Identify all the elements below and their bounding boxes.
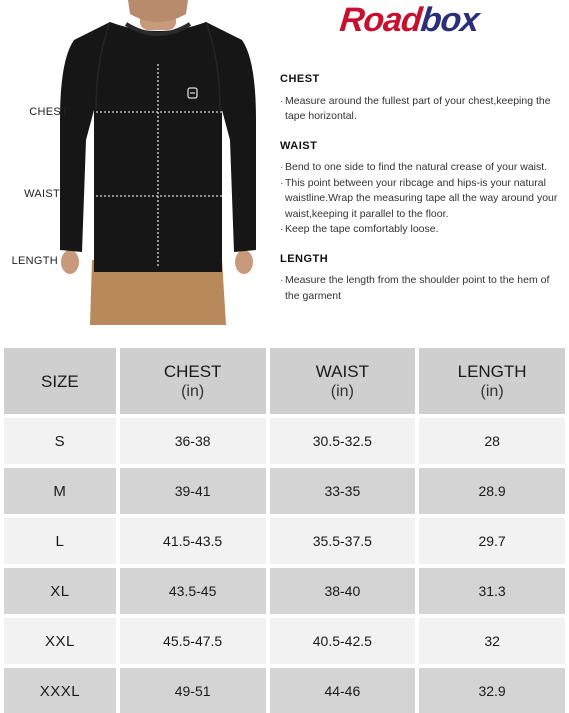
table-row (4, 518, 565, 564)
header-unit: (in) (480, 382, 504, 400)
instruction-chest (280, 72, 565, 125)
model-wearing-shirt-image (0, 0, 270, 330)
waist-cell: 44-46 (270, 668, 416, 713)
waist-label: WAIST (24, 188, 60, 200)
length-cell: 28.9 (419, 468, 565, 514)
table-row (4, 418, 565, 464)
instruction-line: · Keep the tape comfortably loose. (280, 222, 565, 238)
measurement-instructions (280, 72, 565, 318)
header-title: LENGTH (457, 361, 527, 381)
brand-logo (338, 0, 481, 40)
table-row (4, 668, 565, 713)
instruction-heading: WAIST (280, 139, 318, 152)
instruction-line: · Measure around the fullest part of your chest,keeping the tape horizontal. (280, 94, 565, 125)
brand-logo-text-b: box (419, 0, 481, 39)
header-length (419, 348, 565, 414)
chest-cell: 49-51 (120, 668, 266, 713)
waist-cell: 30.5-32.5 (270, 418, 416, 464)
chest-label: CHEST (29, 106, 68, 118)
length-cell: 31.3 (419, 568, 565, 614)
size-cell: XL (4, 568, 116, 614)
header-chest (120, 348, 266, 414)
length-cell: 32.9 (419, 668, 565, 713)
header-size (4, 348, 116, 414)
model-right-hand (235, 250, 253, 274)
header-title: CHEST (163, 361, 222, 381)
table-row (4, 468, 565, 514)
size-cell: L (4, 518, 116, 564)
chest-cell: 45.5-47.5 (120, 618, 266, 664)
instruction-line: · Measure the length from the shoulder point to the hem of the garment (280, 273, 565, 304)
header-title: WAIST (315, 361, 369, 381)
model-left-hand (61, 250, 79, 274)
header-unit: (in) (330, 382, 354, 400)
chest-cell: 43.5-45 (120, 568, 266, 614)
header-waist (270, 348, 416, 414)
chest-cell: 39-41 (120, 468, 266, 514)
length-cell: 32 (419, 618, 565, 664)
chest-cell: 41.5-43.5 (120, 518, 266, 564)
size-cell: M (4, 468, 116, 514)
brand-logo-text-a: Road (338, 0, 424, 39)
length-cell: 29.7 (419, 518, 565, 564)
size-cell: XXL (4, 618, 116, 664)
table-row (4, 618, 565, 664)
waist-cell: 35.5-37.5 (270, 518, 416, 564)
instruction-length (280, 252, 565, 305)
instruction-line: · Bend to one side to find the natural crease of your waist. (280, 160, 565, 176)
table-header-row (4, 348, 565, 414)
shirt-illustration (0, 0, 270, 330)
size-chart-table (0, 344, 569, 713)
size-cell: S (4, 418, 116, 464)
size-cell: XXXL (4, 668, 116, 713)
table-row (4, 568, 565, 614)
waist-cell: 40.5-42.5 (270, 618, 416, 664)
length-label: LENGTH (11, 255, 58, 267)
instruction-heading: CHEST (280, 73, 320, 85)
header-title: SIZE (40, 371, 79, 391)
shirt-body (60, 22, 256, 272)
instruction-line: · This point between your ribcage and hips-is your natural waistline.Wrap the measuring tape all the way around your waist,keeping it parallel to the floor. (280, 176, 565, 223)
header-unit: (in) (181, 382, 205, 400)
length-cell: 28 (419, 418, 565, 464)
model-chin (128, 0, 188, 22)
waist-cell: 38-40 (270, 568, 416, 614)
instruction-heading: LENGTH (280, 252, 329, 265)
waist-cell: 33-35 (270, 468, 416, 514)
chest-cell: 36-38 (120, 418, 266, 464)
instruction-waist (280, 139, 565, 238)
